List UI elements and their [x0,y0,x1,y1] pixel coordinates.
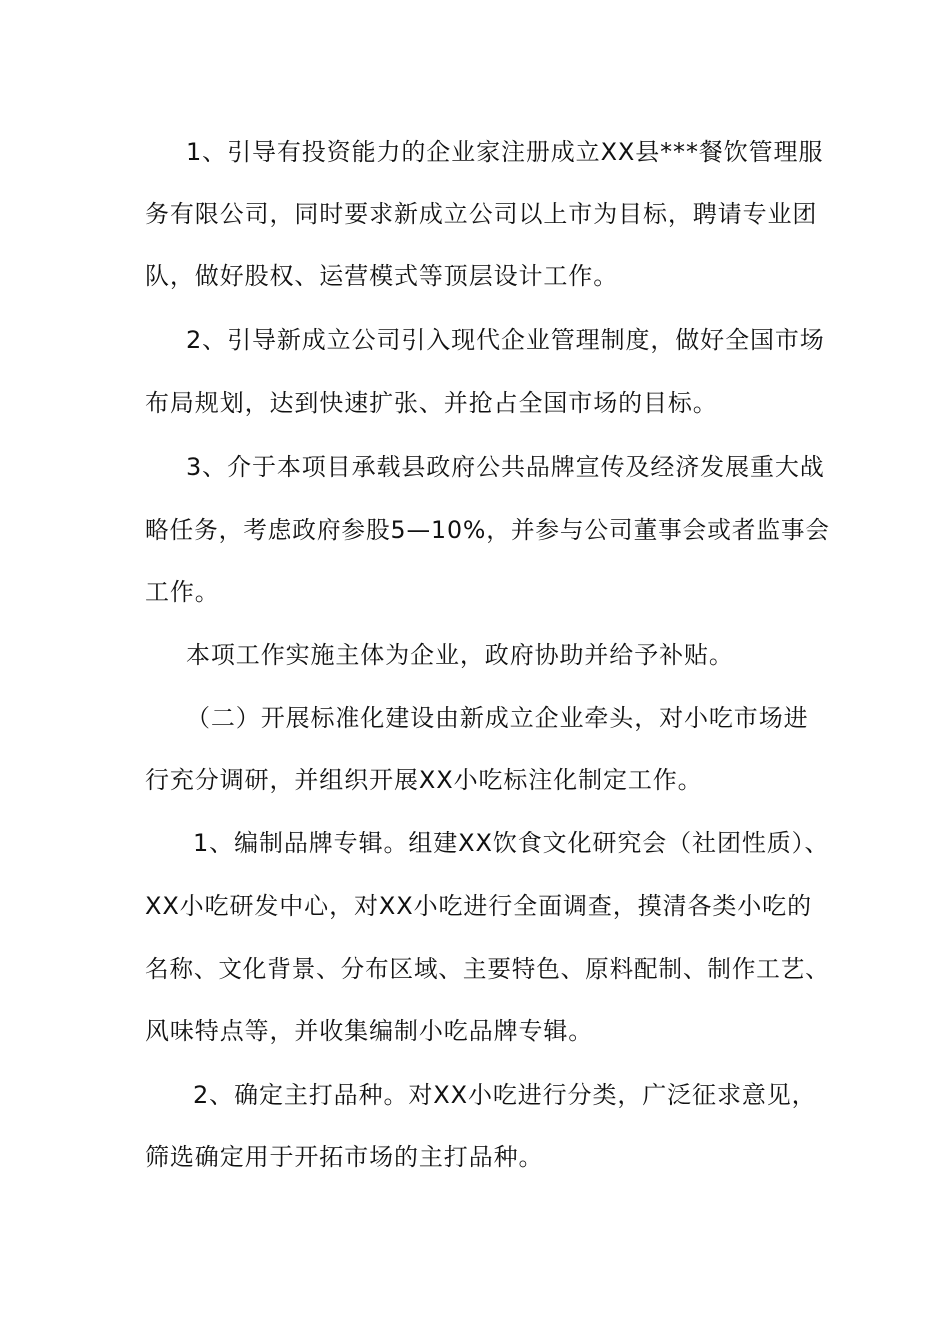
text-line-11: 行充分调研，并组织开展XX小吃标注化制定工作。 [145,766,703,794]
text-line-17: 筛选确定用于开拓市场的主打品种。 [145,1143,544,1171]
text-line-2: 务有限公司，同时要求新成立公司以上市为目标，聘请专业团 [145,200,818,228]
text-line-13: XX小吃研发中心，对XX小吃进行全面调查，摸清各类小吃的 [145,892,812,920]
text-line-8: 工作。 [145,578,220,606]
text-line-15: 风味特点等，并收集编制小吃品牌专辑。 [145,1017,594,1045]
text-line-4: 2、引导新成立公司引入现代企业管理制度，做好全国市场 [186,326,825,354]
text-line-7: 略任务，考虑政府参股5—10%，并参与公司董事会或者监事会 [145,516,830,544]
text-line-12: 1、编制品牌专辑。组建XX饮食文化研究会（社团性质）、 [193,829,830,857]
text-line-1: 1、引导有投资能力的企业家注册成立XX县***餐饮管理服 [186,138,824,166]
text-line-9: 本项工作实施主体为企业，政府协助并给予补贴。 [186,641,734,669]
text-line-6: 3、介于本项目承载县政府公共品牌宣传及经济发展重大战 [186,453,825,481]
text-line-14: 名称、文化背景、分布区域、主要特色、原料配制、制作工艺、 [145,955,830,983]
text-line-3: 队，做好股权、运营模式等顶层设计工作。 [145,262,619,290]
text-line-16: 2、确定主打品种。对XX小吃进行分类，广泛征求意见， [193,1081,817,1109]
text-line-10: （二）开展标准化建设由新成立企业牵头，对小吃市场进 [186,704,809,732]
text-line-5: 布局规划，达到快速扩张、并抢占全国市场的目标。 [145,389,718,417]
